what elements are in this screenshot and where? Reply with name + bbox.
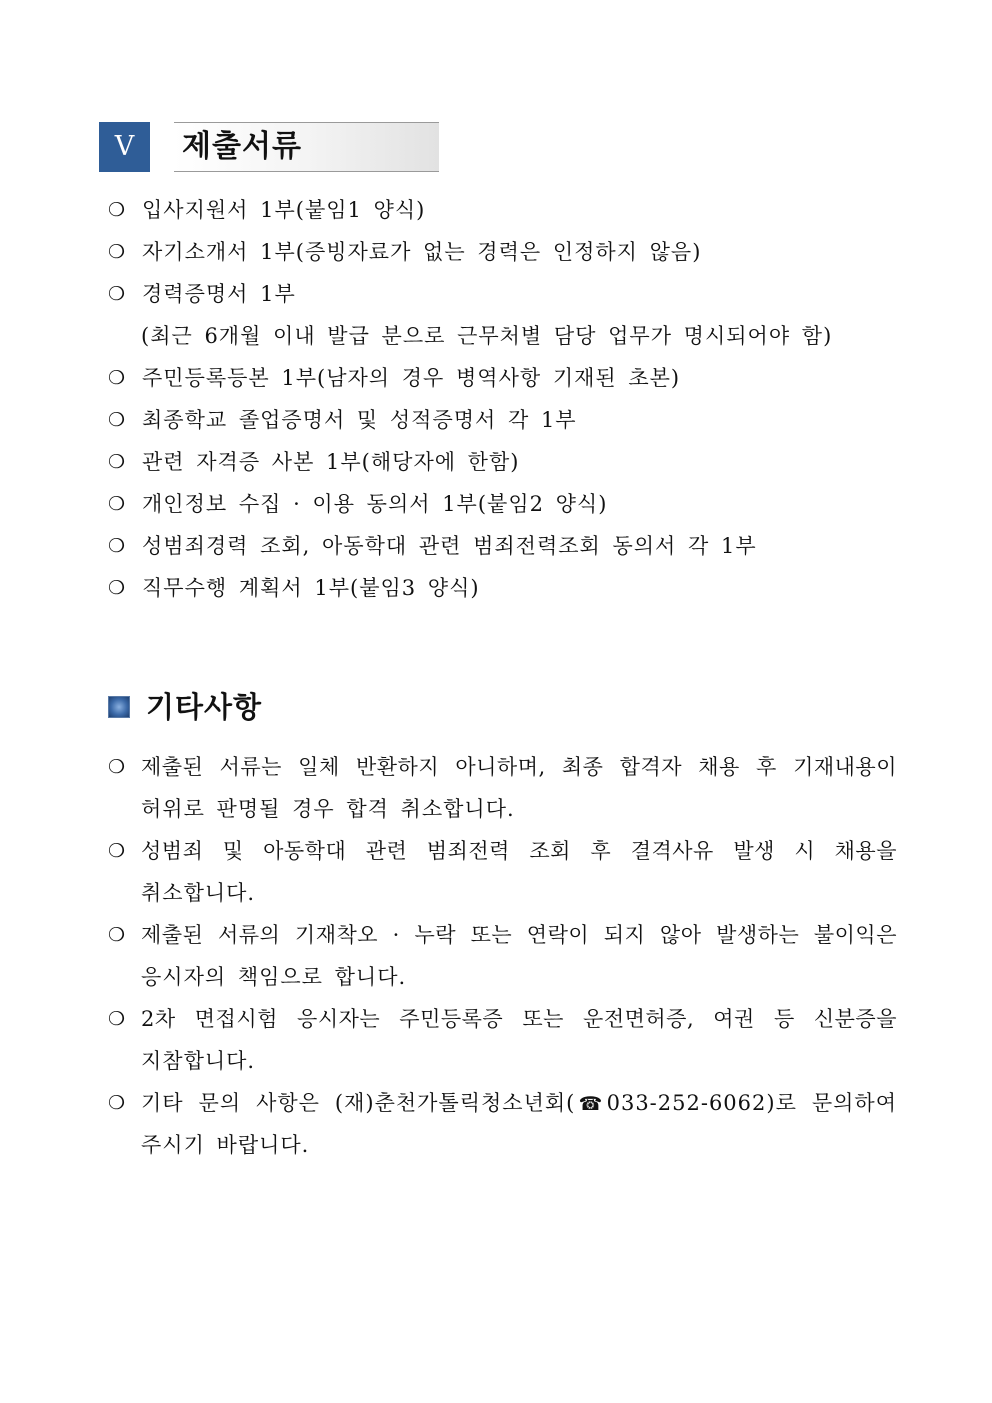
circle-bullet-icon: ❍ [108, 924, 126, 946]
square-bullet-icon [108, 696, 130, 718]
section-v-header [99, 122, 441, 172]
document-page: Ⅴ 제출서류 ❍ 입사지원서 1부(붙임1 양식) ❍ 자기소개서 1부(증빙자료가 없는 경력은 인정하지 않음) ❍ 경력증명서 1부 (최근 6개월 이내 발급 분으로 근무처별 담당 업무가 명시되어야 함) ❍ 주민등록등본 1부(남자의 경우 병역사항 기재된 초본) ❍ 최종학교 졸업증명서 및 성적증명서 각 1부 ❍ 관련 자격증 사본 1부(해당자에 한함) ❍ 개인정보 수집 · 이용 동의서 1부(붙임2 양식) ❍ 성범죄경력 조회, 아동학대 관련 범죄전력조회 동의서 각 1부 ❍ 직무수행 계획서 1부(붙임3 양식) 기타사항 ❍ 제출된 서류는 일체 반환하지 아니하며, 최종 합격자 채용 후 기재내용이 허위로 판명될 경우 합격 취소합니다. ❍ 성범죄 및 아동학대 관련 범죄전력 조회 후 결격사유 발생 시 채용을 취소합니다. ❍ 제출된 서류의 기재착오 · 누락 또는 연락이 되지 않아 발생하는 불이익은 응시자의 책임으로 합니다. ❍ 2차 면접시험 응시자는 주민등록증 또는 운전면허증, 여권 등 신분증을 지참합니다. ❍ 기타 문의 사항은 (재)춘천가톨릭청소년회(☎033-252-6062)로 문의하여 주시기 바랍니다. [0, 0, 992, 1403]
circle-bullet-icon: ❍ [108, 409, 126, 431]
note-line-continuation: 주시기 바랍니다. [141, 1133, 310, 1157]
circle-bullet-icon: ❍ [108, 577, 126, 599]
circle-bullet-icon: ❍ [108, 367, 126, 389]
section-title-box [174, 122, 439, 172]
circle-bullet-icon: ❍ [108, 756, 126, 778]
note-line: 제출된 서류의 기재착오 · 누락 또는 연락이 되지 않아 발생하는 불이익은 [141, 923, 897, 947]
phone-number: 033-252-6062 [606, 1091, 767, 1115]
etc-section-title: 기타사항 [146, 690, 263, 724]
circle-bullet-icon: ❍ [108, 283, 126, 305]
note-line: 성범죄 및 아동학대 관련 범죄전력 조회 후 결격사유 발생 시 채용을 [141, 839, 897, 863]
note-line-continuation: 취소합니다. [141, 881, 256, 905]
circle-bullet-icon: ❍ [108, 840, 126, 862]
circle-bullet-icon: ❍ [108, 241, 126, 263]
list-item-continuation: (최근 6개월 이내 발급 분으로 근무처별 담당 업무가 명시되어야 함) [141, 324, 833, 348]
note-line-continuation: 지참합니다. [141, 1049, 256, 1073]
circle-bullet-icon: ❍ [108, 1092, 126, 1114]
note-line-continuation: 응시자의 책임으로 합니다. [141, 965, 407, 989]
note-line-continuation: 허위로 판명될 경우 합격 취소합니다. [141, 797, 515, 821]
contact-note-line: 기타 문의 사항은 (재)춘천가톨릭청소년회(☎033-252-6062)로 문의하여 [141, 1091, 897, 1115]
circle-bullet-icon: ❍ [108, 493, 126, 515]
telephone-icon: ☎ [575, 1093, 607, 1115]
circle-bullet-icon: ❍ [108, 535, 126, 557]
circle-bullet-icon: ❍ [108, 1008, 126, 1030]
note-line: 제출된 서류는 일체 반환하지 아니하며, 최종 합격자 채용 후 기재내용이 [141, 755, 897, 779]
circle-bullet-icon: ❍ [108, 199, 126, 221]
note-line: 2차 면접시험 응시자는 주민등록증 또는 운전면허증, 여권 등 신분증을 [141, 1007, 897, 1031]
section-title: 제출서류 [182, 129, 302, 164]
section-number-box: Ⅴ [99, 122, 150, 172]
circle-bullet-icon: ❍ [108, 451, 126, 473]
